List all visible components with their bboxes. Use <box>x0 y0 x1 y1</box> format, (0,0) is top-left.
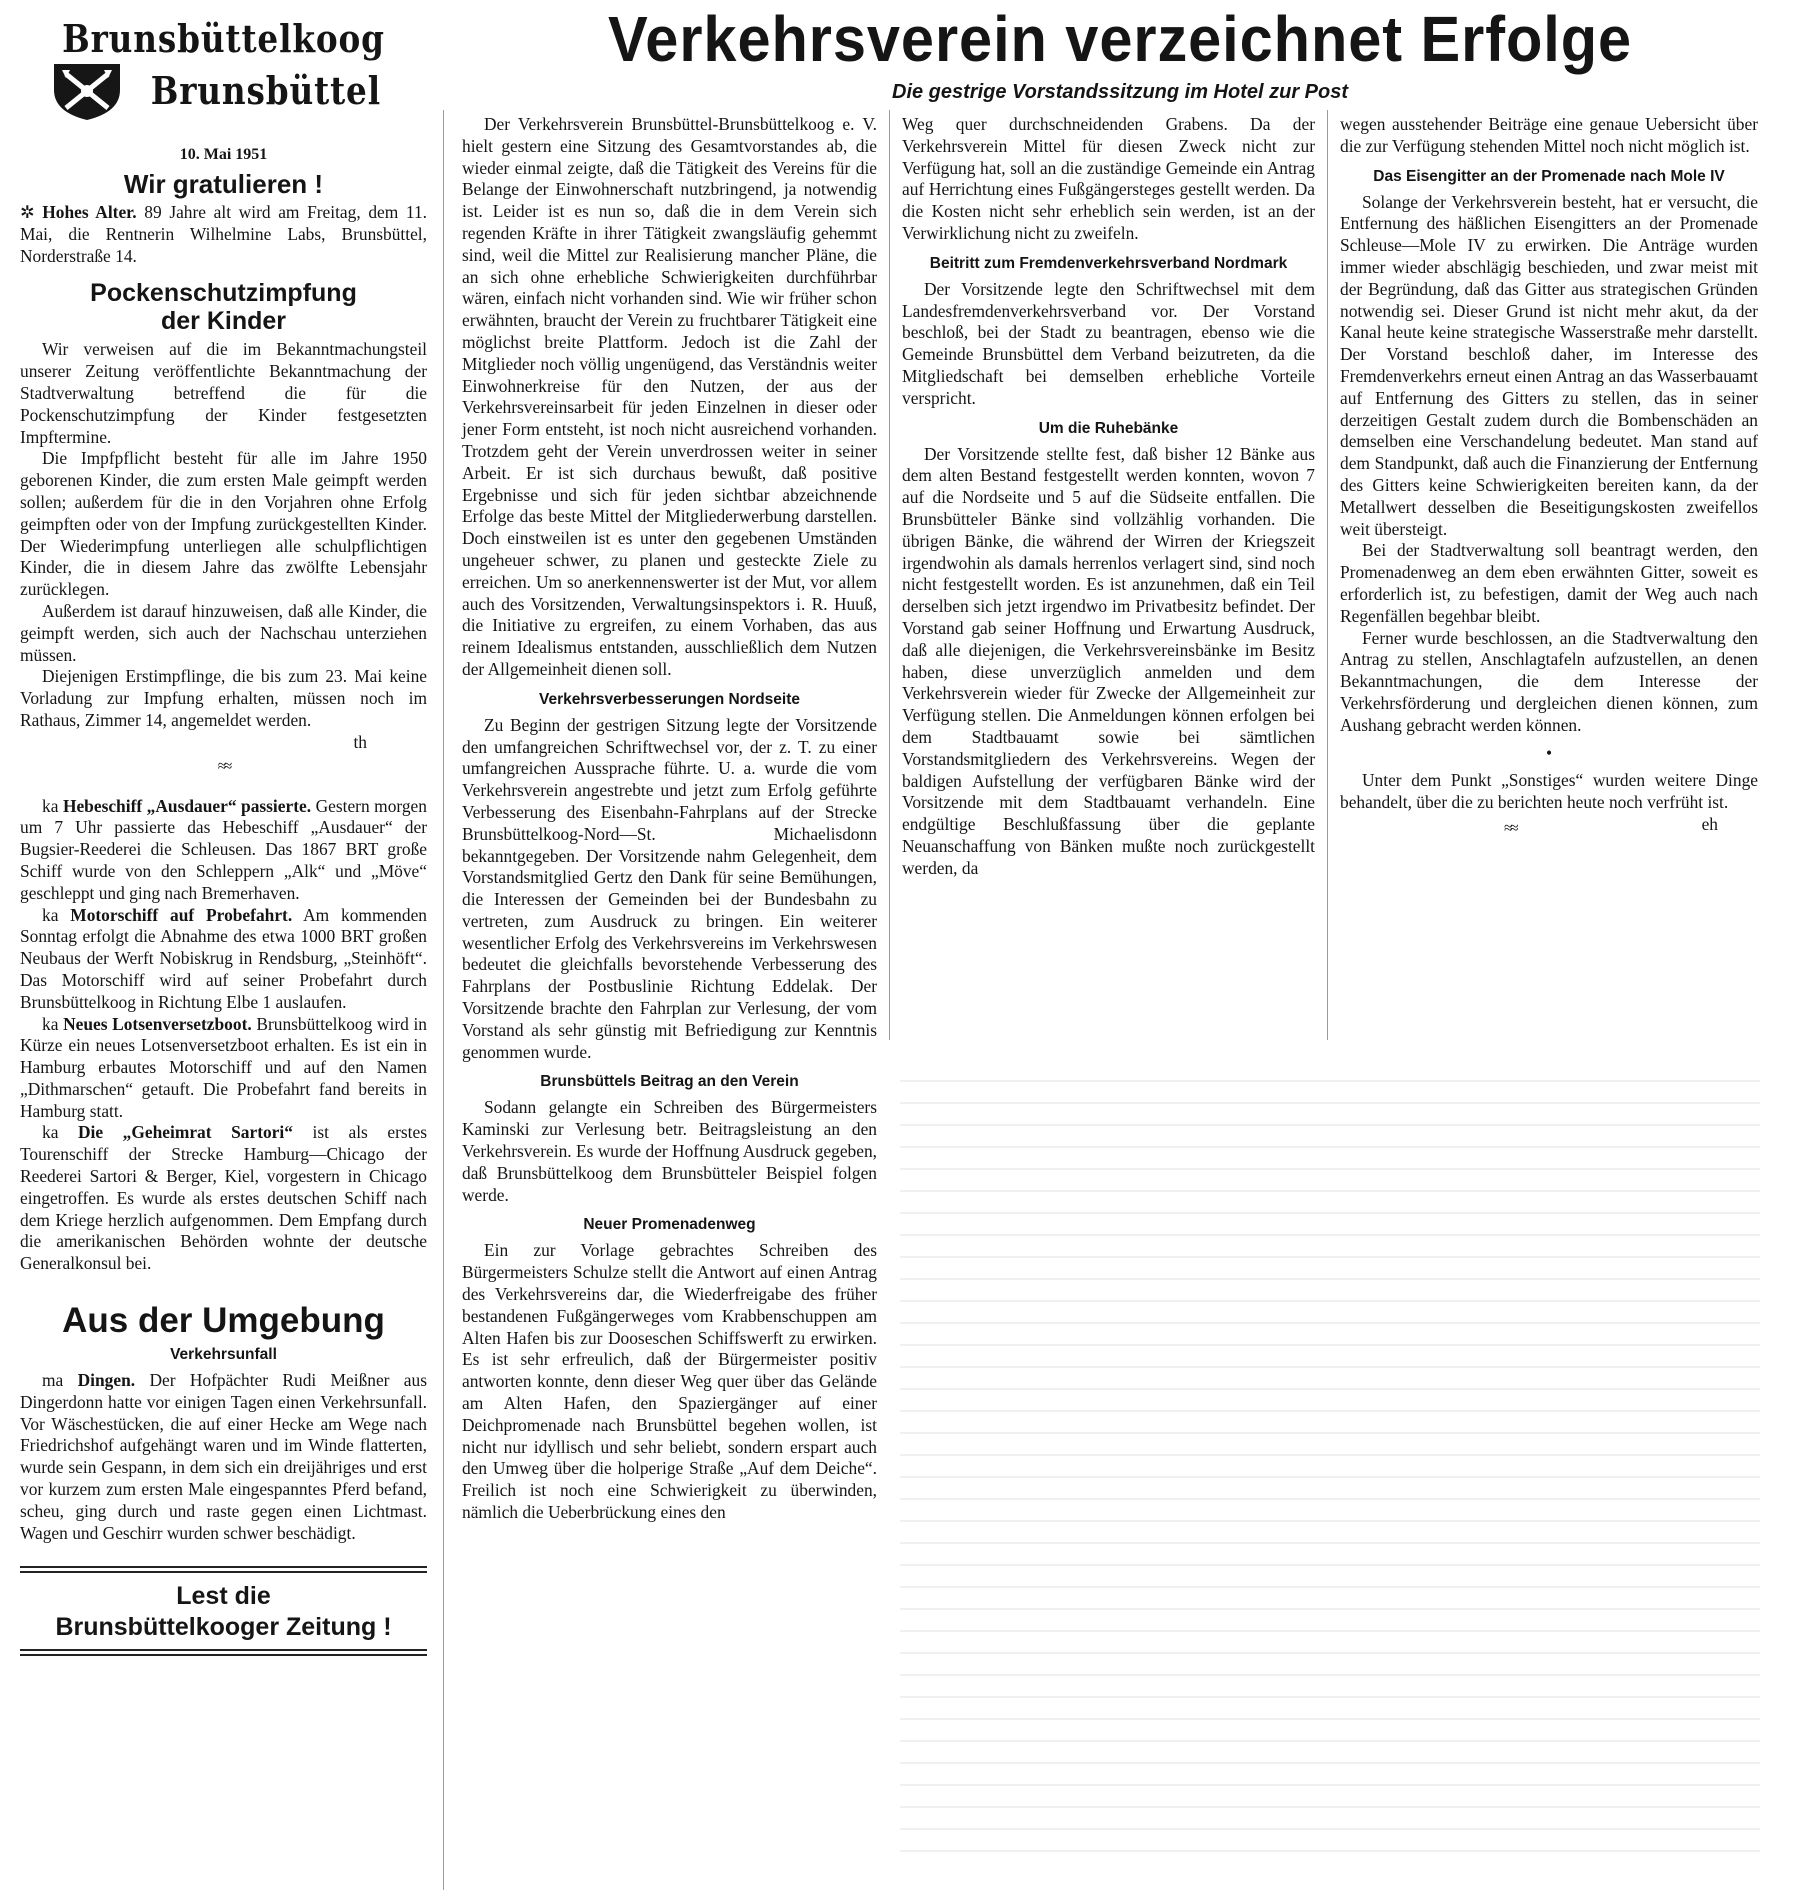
pocken-signature: th <box>353 731 367 752</box>
paragraph: wegen ausstehender Beiträge eine genaue Uebersicht über die zur Verfügung stehenden Mittel noch nicht möglich ist. <box>1340 114 1758 156</box>
article-column-2 <box>902 114 1315 880</box>
gratulation-kicker: Hohes Alter. <box>42 202 137 222</box>
news-list <box>20 796 427 1276</box>
wave-ornament-icon: ≈≈ <box>217 757 230 775</box>
paragraph: Außerdem ist darauf hinzuweisen, daß alle Kinder, die geimpft werden, sich auch der Nachschau unterziehen müssen. <box>20 600 427 665</box>
left-column <box>20 18 427 1656</box>
paragraph: Diejenigen Erstimpflinge, die bis zum 23. Mai keine Vorladung zur Impfung erhalten, müssen noch im Rathaus, Zimmer 14, angemeldet werden. <box>20 666 427 730</box>
divider <box>20 1649 427 1651</box>
section-heading: Um die Ruhebänke <box>1038 419 1179 437</box>
section-heading: Neuer Promenadenweg <box>583 1216 756 1234</box>
divider <box>20 1654 427 1656</box>
column-rule <box>889 110 890 1040</box>
paragraph: Der Verkehrsverein Brunsbüttel-Brunsbüttelkoog e. V. hielt gestern eine Sitzung des Gesamtvorstandes ab, die wieder einmal zeigte, daß die Tätigkeit des Vereins für die Belange der Einwohnerschaft nutzbringend, ja notwendig ist. Leider ist es nun so, daß die in dem Verein sich regenden Kräfte in ihrer Tätigkeit zwangsläufig gehemmt sind, weil die Mittel zur Realisierung mancher Pläne, die an sich ohne erhebliche Schwierigkeiten durchführbar wären, einfach nicht vorhanden sind. Wie wir früher schon erwähnten, braucht der Verein zu fruchtbarer Tätigkeit eine möglichst breite Plattform. Jedoch ist die Zahl der Mitglieder noch völlig ungenügend, das Verständnis weiter Einwohnerkreise für den Nutzen, der aus der Verkehrsvereinsarbeit für jeden Einzelnen in dieser oder jener Form entsteht, ist noch nicht ausreichend vorhanden. Trotzdem geht der Verein unverdrossen weiter in seiner Arbeit. Er ist sich durchaus bewußt, daß positive Ergebnisse und sich für jeden sichtbar abzeichnende Erfolge das beste Mittel der Mitgliederwerbung darstellen. Doch einstweilen ist es unter den gegebenen Umständen ungeheuer schwer, zu planen und gesteckte Ziele zu erreichen. Um so anerkennenswerter ist der Mut, vor allem auch des Vorsitzenden, Verwaltungsinspektors i. R. Huuß, die Initiative zu ergreifen, zu einem Vorhaben, das aus reinem Idealismus entstanden, ausschließlich dem Nutzen der Allgemeinheit dienen soll. <box>462 114 877 679</box>
paragraph: Weg quer durchschneidenden Grabens. Da der Verkehrsverein Mittel für diesen Zweck nicht zur Verfügung hat, soll an die zuständige Gemeinde ein Antrag auf Herrichtung eines Fußgängersteges gestellt werden. Da die Kosten nicht sehr erheblich sein werden, ist an der Verwirklichung nicht zu zweifeln. <box>902 114 1315 243</box>
promo-box: Lest die Brunsbüttelkooger Zeitung ! <box>55 1582 392 1642</box>
article-column-3 <box>1340 114 1758 854</box>
paragraph: Der Vorsitzende legte den Schriftwechsel mit dem Landesfremdenverkehrsverband vor. Der Vorstand beschloß, bei der Stadt zu beantragen, ebenso wie die Gemeinde Brunsbüttel dem Verband beizutreten, da die Mitgliedschaft bei demselben erhebliche Vorteile verspricht. <box>902 278 1315 408</box>
article-subtitle: Die gestrige Vorstandssitzung im Hotel zur Post <box>892 81 1348 103</box>
paragraph: Solange der Verkehrsverein besteht, hat er versucht, die Entfernung des häßlichen Eisengitters an der Promenade Schleuse—Mole IV zu erwirken. Die Anträge wurden immer wieder abschlägig beschieden, und zwar meist mit der Begründung, daß das Gitter aus strategischen Gründen notwendig sei. Dieser Grund ist nicht mehr akut, da der Kanal heute keine strategische Wasserstraße mehr darstellt. Der Vorstand beschloß daher, im Interesse des Fremdenverkehrs erneut einen Antrag an das Wasserbauamt auf Entfernung des Gitters zu stellen, das in seiner derzeitigen Gestalt zudem durch die Bombenschäden an demselben eine Verschandelung bedeutet. Man stand auf dem Standpunkt, daß auch die Finanzierung der Entfernung des Gitters keine Schwierigkeiten bereiten kann, da der Metallwert desselben die Beseitigungskosten zweifellos weit übersteigt. <box>1340 191 1758 539</box>
bleed-through-area <box>900 1080 1760 1860</box>
divider <box>20 1566 427 1568</box>
umgebung-subheading: Verkehrsunfall <box>170 1346 277 1364</box>
umgebung-article: ma Dingen. Der Hofpächter Rudi Meißner aus Dingerdonn hatte vor einigen Tagen einen Verkehrsunfall. Vor Wäschestücken, die auf einer Hecke am Wege nach Friedrichshof aufgehängt waren und im Winde flatterten, wurde sein Gespann, in dem sich ein dreijähriges und erst vor kurzem zum ersten Male eingespanntes Pferd befand, scheu, ging durch und raste gegen einen Lichtmast. Wagen und Geschirr wurden schwer beschädigt. <box>20 1370 427 1543</box>
pocken-heading: Pockenschutzimpfung der Kinder <box>90 279 357 336</box>
paragraph: Die Impfpflicht besteht für alle im Jahre 1950 geborenen Kinder, die zum ersten Male geimpft werden sollen; außerdem für die in den Vorjahren ohne Erfolg geimpften oder von der Impfung zurückgestellten Kinder. Der Wiederimpfung unterliegen alle schulpflichtigen Kinder, die in diesem Jahre das zwölfte Lebensjahr zurücklegen. <box>20 448 427 600</box>
paragraph: Zu Beginn der gestrigen Sitzung legte der Vorsitzende den umfangreichen Schriftwechsel vor, der z. T. zu einer umfangreichen Aussprache führte. U. a. wurde die vom Verkehrsverein angestrebte und jetzt zum Erfolg geführte Verbesserung des Eisenbahn-Fahrplans auf der Strecke Brunsbüttelkoog-Nord—St. Michaelisdonn bekanntgegeben. Der Vorsitzende nahm Gelegenheit, dem Vorstandsmitglied Gertz den Dank für seine Bemühungen, die Interessen der Gemeinden bei der Bundesbahn zu vertreten, zum Ausdruck zu bringen. Ein weiterer wesentlicher Erfolg des Verkehrsvereins im Verkehrswesen bedeutet die gleichfalls bevorstehende Verbesserung des Fahrplans der Postbuslinie Richtung Eddelak. Der Vorsitzende brachte den Fahrplan zur Verlesung, der vom Vorstand als sehr günstig mit Befriedigung zur Kenntnis genommen wurde. <box>462 714 877 1062</box>
wave-ornament-icon: ≈≈ <box>1504 819 1516 837</box>
star-icon: ✲ <box>20 202 43 222</box>
paragraph: Unter dem Punkt „Sonstiges“ wurden weitere Dinge behandelt, über die zu berichten heute noch verfrüht ist. eh <box>1340 770 1758 834</box>
paragraph: Ferner wurde beschlossen, an die Stadtverwaltung den Antrag zu stellen, Anschlagtafeln aufzustellen, an denen Bekanntmachungen, die dem Interesse der Verkehrsförderung und dergleichen dienen können, zum Aushang gebracht werden können. <box>1340 627 1758 735</box>
masthead-line2: Brunsbüttel <box>150 68 381 113</box>
news-item: ka Motorschiff auf Probefahrt. Am kommenden Sonntag erfolgt die Abnahme des etwa 1000 BRT großen Neubaus der Werft Nobiskrug in Rendsburg, „Steinhöft“. Das Motorschiff wird auf seiner Probefahrt durch Brunsbüttelkoog in Richtung Elbe 1 auslaufen. <box>20 904 427 1012</box>
column-rule <box>443 110 444 1890</box>
issue-date: 10. Mai 1951 <box>179 146 268 163</box>
paragraph: Sodann gelangte ein Schreiben des Bürgermeisters Kaminski zur Verlesung betr. Beitragsleistung an den Verkehrsverein. Es wurde der Hoffnung Ausdruck gegeben, daß Brunsbüttelkoog dem Brunsbütteler Beispiel folgen werde. <box>462 1097 877 1205</box>
article-signature: eh <box>1701 813 1718 834</box>
gratulation-item <box>20 202 427 267</box>
section-heading: Beitritt zum Fremdenverkehrsverband Nordmark <box>929 254 1288 272</box>
divider <box>20 1571 427 1573</box>
pocken-article <box>20 339 427 753</box>
bullet-separator: • <box>1545 742 1553 763</box>
news-item: ka Neues Lotsenversetzboot. Brunsbüttelkoog wird in Kürze ein neues Lotsenversetzboot erhalten. Es ist ein in Hamburg erbautes Motorschiff und auf den Namen „Dithmarschen“ getauft. Die Probefahrt fand bereits in Hamburg statt. <box>20 1013 427 1121</box>
column-rule <box>1327 110 1328 1040</box>
masthead-line1: Brunsbüttelkoog <box>62 16 385 61</box>
paragraph: Der Vorsitzende stellte fest, daß bisher 12 Bänke aus dem alten Bestand festgestellt werden konnten, wovon 7 auf die Nordseite und 5 auf die Südseite entfallen. Die Brunsbütteler Bänke sind vollzählig vorhanden. Die übrigen Bänke, die während der Wirren der Kriegszeit irgendwohin als damals herrenlos verlagert sind, sind noch nicht festgestellt worden. Es ist anzunehmen, daß ein Teil derselben sich jetzt irgendwo im Privatbesitz befindet. Der Vorstand gab seiner Hoffnung und Erwartung Ausdruck, daß alle diejenigen, die Verkehrsvereinsbänke im Besitz haben, diese unverzüglich anmelden und dem Verkehrsverein wieder für Zwecke der Allgemeinheit zur Verfügung stellen. Die Anmeldungen können erfolgen bei dem Stadtbauamt sowie bei sämtlichen Vorstandsmitgliedern des Verkehrsvereins. Wegen der baldigen Aufstellung der verfügbaren Bänke wird der Vorsitzende mit dem Stadtbauamt verhandeln. Eine endgültige Beschlußfassung über die geplante Neuanschaffung von Bänken mußte noch zurückgestellt werden, da <box>902 443 1315 878</box>
umgebung-heading: Aus der Umgebung <box>62 1301 385 1341</box>
gratulation-text: 89 Jahre alt wird am Freitag, dem 11. Mai, die Rentnerin Wilhelmine Labs, Brunsbüttel, Norderstraße 14. <box>20 202 427 266</box>
paragraph: Wir verweisen auf die im Bekanntmachungsteil unserer Zeitung veröffentlichte Bekanntmachung der Stadtverwaltung betreffend die für die Pockenschutzimpfung der Kinder festgesetzten Impftermine. <box>20 339 427 447</box>
news-item: ka Hebeschiff „Ausdauer“ passierte. Gestern morgen um 7 Uhr passierte das Hebeschiff „Ausdauer“ der Bugsier-Reederei die Schleusen. Das 1867 BRT große Schiff wurde von den Schleppern „Alk“ und „Möve“ geschleppt und ging nach Bremerhaven. <box>20 795 427 903</box>
paragraph: Ein zur Vorlage gebrachtes Schreiben des Bürgermeisters Schulze stellt die Antwort auf einen Antrag des Verkehrsvereins dar, die Wiederfreigabe des früher bestandenen Fußgängerweges vom Krabbenschuppen am Alten Hafen bis zur Dooseschen Schiffswerft zu erwirken. Es ist sehr erfreulich, daß der Bürgermeister positiv antworten konnte, denn dieser Weg quer über das Gelände am Alten Hafen, den Spaziergänger auf einer Deichpromenade nach Brunsbüttel begehen wollen, ist nicht nur idyllisch und sehr beliebt, sondern erspart auch den Umweg über die holperige Straße „Auf dem Deiche“. Freilich ist noch eine Schwierigkeit zu überwinden, nämlich die Ueberbrückung eines den <box>462 1240 877 1523</box>
section-heading: Brunsbüttels Beitrag an den Verein <box>540 1073 799 1091</box>
news-item: ka Die „Geheimrat Sartori“ ist als erstes Tourenschiff der Strecke Hamburg—Chicago der Reederei Sartori & Berger, Kiel, vorgestern in Chicago eingetroffen. Es wurde als erstes deutschen Schiff nach dem Kriege herzlich aufgenommen. Dem Empfang durch die amerikanischen Behörden wohnte der deutsche Generalkonsul bei. <box>20 1122 427 1274</box>
section-heading: Verkehrsverbesserungen Nordseite <box>538 690 801 708</box>
article-column-1 <box>462 114 877 1524</box>
section-heading: Das Eisengitter an der Promenade nach Mole IV <box>1373 167 1725 185</box>
gratulation-heading: Wir gratulieren ! <box>123 169 324 199</box>
masthead <box>20 18 427 122</box>
article-title: Verkehrsverein verzeichnet Erfolge <box>607 3 1633 75</box>
coat-of-arms-icon <box>48 60 126 122</box>
paragraph: Bei der Stadtverwaltung soll beantragt werden, den Promenadenweg an dem eben erwähnten Gitter, soweit es erforderlich ist, zu befestigen, damit der Weg auch nach Regenfällen begehbar bleibt. <box>1340 540 1758 626</box>
